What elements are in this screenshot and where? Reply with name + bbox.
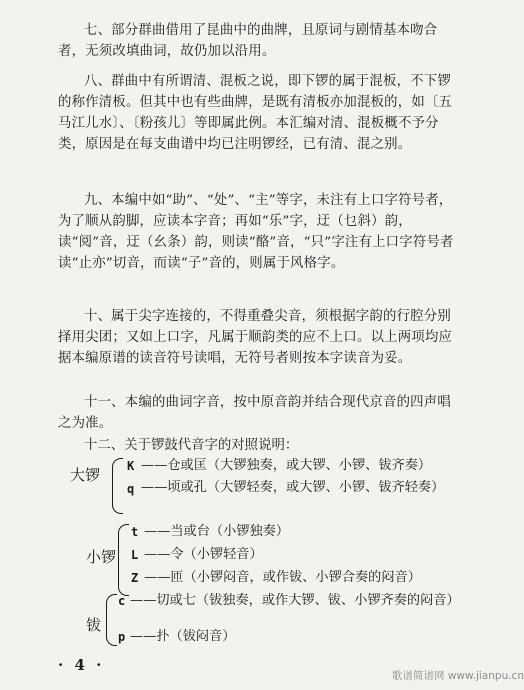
- rule-10-paragraph: 十、属于尖字连接的，不得重叠尖音，须根据字韵的行腔分别择用尖团；又如上口字，凡属于顺韵类的应不上口。以上两项均应据本编原谱的读音符号读唱，无符号者则按本字读音为妥。: [58, 309, 453, 366]
- symbol-p: p: [118, 630, 126, 644]
- group-label-bo: 钹: [86, 616, 102, 634]
- group-brace: [118, 524, 129, 596]
- rule-11-paragraph: 十一、本编的曲词字音，按中原音韵并结合现代京音的四声唱之为准。: [58, 395, 451, 431]
- entry-text: ——令（小锣轻音）: [144, 547, 263, 562]
- group-label-xiao-luo: 小锣: [86, 548, 117, 566]
- entry-text: ——顷或孔（大锣轻奏，或大锣、小锣、钹齐轻奏）: [141, 480, 445, 495]
- group-label-da-luo: 大锣: [70, 466, 101, 484]
- symbol-q: q: [127, 482, 135, 496]
- rule-8-paragraph: 八、群曲中有所谓清、混板之说，即下锣的属于混板，不下锣的称作清板。但其中也有些曲牌，是既有清板亦加混板的，如〔五马江儿水〕、〔粉孩儿〕等即属此例。本汇编对清、混板概不予分类，原因是在每支曲谱中均已注明锣经，已有清、混之别。: [58, 74, 453, 152]
- page-number: · 4 ·: [58, 656, 105, 674]
- symbol-t: t: [131, 525, 139, 539]
- entry-text: ——扑（钹闷音）: [130, 629, 236, 644]
- entry-text: ——切或七（钹独奏，或作大锣、钹、小锣齐奏的闷音）: [130, 593, 460, 608]
- rule-7-paragraph: 七、部分群曲借用了昆曲中的曲牌，且原词与剧情基本吻合者，无须改填曲词，故仍加以沿用。: [58, 23, 438, 59]
- symbol-l: L: [131, 548, 139, 562]
- group-brace: [112, 458, 123, 514]
- entry-text: ——仓或匡（大锣独奏，或大锣、小锣、钹齐奏）: [141, 458, 432, 473]
- rule-12-title: 十二、关于锣鼓代音字的对照说明：: [84, 438, 299, 453]
- site-watermark: 歌谱简谱网 www.jianpu.cn: [392, 670, 524, 682]
- symbol-c: c: [118, 594, 126, 608]
- symbol-k: K: [127, 459, 135, 473]
- symbol-z: Z: [131, 571, 139, 585]
- group-brace: [106, 594, 117, 646]
- entry-text: ——匝（小锣闷音，或作钹、小锣合奏的闷音）: [144, 570, 421, 585]
- entry-text: ——当或台（小锣独奏）: [144, 524, 290, 539]
- rule-9-paragraph: 九、本编中如“助”、“处”、“主”等字，未注有上口字符号者，为了顺从韵脚，应读本字音；再如“乐”字，迂（乜斜）韵，读“阅”音，迂（幺条）韵，则读“酪”音，“只”字注有上口字符号者读“止亦”切音，而读“子”音的，则属于风格字。: [58, 193, 454, 271]
